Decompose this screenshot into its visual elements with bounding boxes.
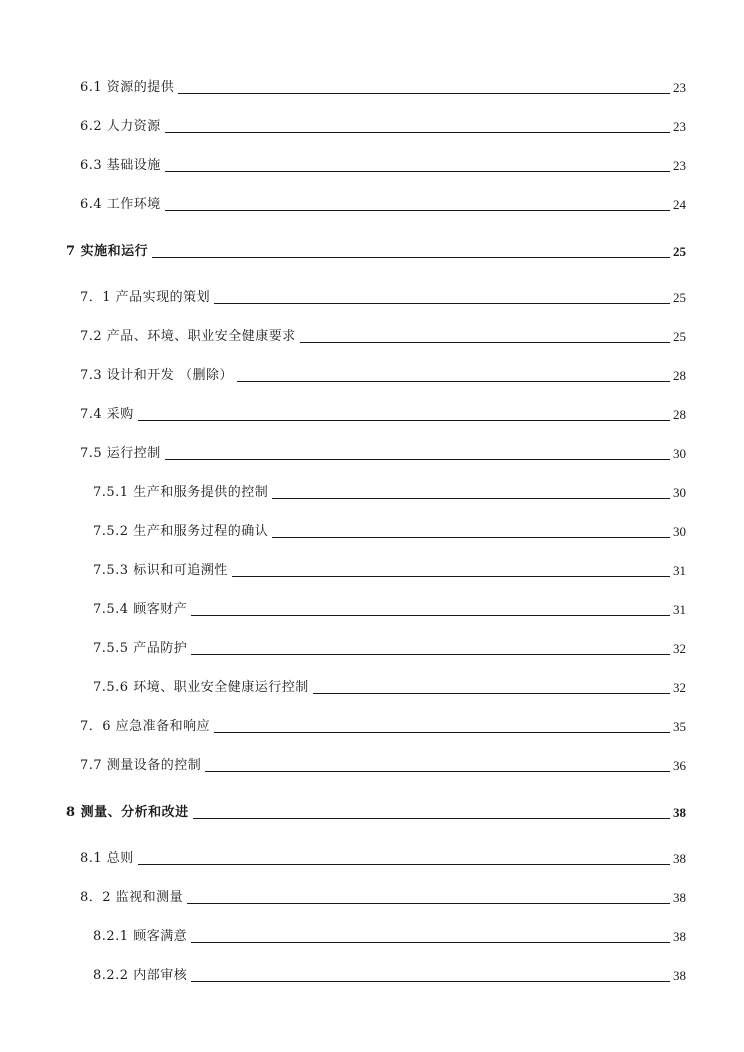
toc-entry-6-4[interactable] [80,193,686,213]
toc-entry-7-7[interactable] [80,754,686,774]
toc-page-number: 38 [673,968,686,983]
toc-leader-line [193,817,670,819]
toc-leader-line [232,575,670,577]
toc-page-number: 30 [673,524,686,539]
toc-page-number: 23 [673,158,686,173]
toc-leader-line [191,653,670,655]
toc-leader-line [165,458,670,460]
toc-leader-line [300,341,670,343]
toc-leader-line [138,863,670,865]
toc-leader-line [214,302,670,304]
toc-leader-line [165,209,670,211]
toc-entry-6-3[interactable] [80,154,686,174]
toc-page-number: 25 [673,244,686,259]
toc-entry-6-2[interactable] [80,115,686,135]
toc-entry-label: 6.4 工作环境 [80,197,161,212]
toc-page-number: 32 [673,680,686,695]
toc-page-number: 24 [673,197,686,212]
toc-entry-label: 8.1 总则 [80,851,134,866]
toc-entry-7-5-3[interactable] [93,559,686,579]
toc-entry-label: 6.2 人力资源 [80,119,161,134]
toc-page-number: 36 [673,758,686,773]
toc-entry-6-1[interactable] [80,76,686,96]
toc-leader-line [187,902,670,904]
toc-entry-label: 7.2 产品、环境、职业安全健康要求 [80,329,296,344]
toc-entry-label: 7.3 设计和开发 （删除） [80,368,233,383]
toc-leader-line [191,980,670,982]
toc-leader-line [191,614,670,616]
toc-entry-label: 7.5.1 生产和服务提供的控制 [93,485,269,500]
toc-entry-8-2-2[interactable] [93,964,686,984]
toc-page-number: 30 [673,485,686,500]
toc-entry-8[interactable] [66,801,686,821]
toc-page-number: 38 [673,890,686,905]
toc-entry-label: 7.5.2 生产和服务过程的确认 [93,524,269,539]
toc-entry-7-6[interactable] [80,715,686,735]
toc-entry-label: 7 实施和运行 [66,244,149,259]
toc-leader-line [272,536,670,538]
toc-entry-label: 7.5.3 标识和可追溯性 [93,563,228,578]
toc-entry-label: 6.1 资源的提供 [80,80,175,95]
toc-entry-7-2[interactable] [80,325,686,345]
toc-entry-7-5[interactable] [80,442,686,462]
toc-leader-line [165,131,670,133]
toc-leader-line [152,256,670,258]
toc-entry-label: 8 测量、分析和改进 [66,805,189,820]
toc-leader-line [178,92,670,94]
toc-entry-7-5-2[interactable] [93,520,686,540]
toc-entry-label: 7．6 应急准备和响应 [80,719,211,734]
toc-leader-line [313,692,670,694]
toc-leader-line [272,497,670,499]
toc-entry-7-4[interactable] [80,403,686,423]
toc-entry-7-5-4[interactable] [93,598,686,618]
toc-page-number: 25 [673,329,686,344]
toc-page-number: 35 [673,719,686,734]
toc-entry-label: 7．1 产品实现的策划 [80,290,211,305]
toc-entry-label: 8.2.1 顾客满意 [93,929,188,944]
toc-entry-7-1[interactable] [80,286,686,306]
toc-page-number: 23 [673,119,686,134]
toc-page-number: 28 [673,368,686,383]
toc-page-number: 38 [673,929,686,944]
toc-entry-label: 8.2.2 内部审核 [93,968,188,983]
toc-leader-line [191,941,670,943]
toc-page-number: 23 [673,80,686,95]
toc-entry-7-3[interactable] [80,364,686,384]
toc-leader-line [237,380,670,382]
toc-entry-7[interactable] [66,240,686,260]
toc-entry-label: 7.5 运行控制 [80,446,161,461]
toc-page-number: 30 [673,446,686,461]
toc-entry-label: 7.5.6 环境、职业安全健康运行控制 [93,680,309,695]
toc-entry-8-2-1[interactable] [93,925,686,945]
toc-leader-line [214,731,670,733]
toc-entry-7-5-1[interactable] [93,481,686,501]
toc-leader-line [205,770,670,772]
toc-page-number: 28 [673,407,686,422]
toc-entry-8-1[interactable] [80,847,686,867]
toc-leader-line [138,419,670,421]
toc-entry-7-5-5[interactable] [93,637,686,657]
toc-page-number: 25 [673,290,686,305]
toc-leader-line [165,170,670,172]
toc-entry-label: 8．2 监视和测量 [80,890,184,905]
toc-entry-label: 6.3 基础设施 [80,158,161,173]
toc-page-number: 32 [673,641,686,656]
toc-entry-8-2[interactable] [80,886,686,906]
toc-entry-label: 7.5.5 产品防护 [93,641,188,656]
toc-page-number: 38 [673,805,686,820]
toc-entry-label: 7.4 采购 [80,407,134,422]
toc-entry-label: 7.7 测量设备的控制 [80,758,202,773]
toc-page-number: 38 [673,851,686,866]
toc-page-number: 31 [673,602,686,617]
toc-entry-7-5-6[interactable] [93,676,686,696]
toc-page-number: 31 [673,563,686,578]
toc-entry-label: 7.5.4 顾客财产 [93,602,188,617]
